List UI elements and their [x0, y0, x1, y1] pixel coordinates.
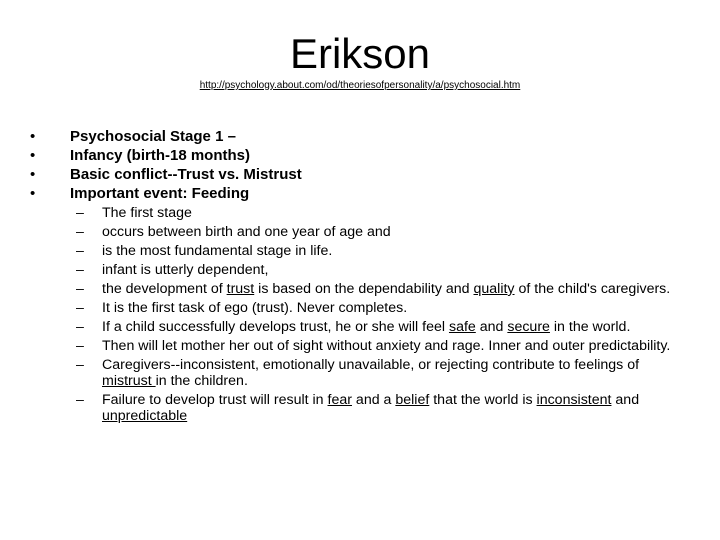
sub-item [72, 262, 684, 278]
sub-item [72, 338, 684, 354]
sub-text: Then will let mother her out of sight without anxiety and rage. Inner and outer predictability. [102, 338, 671, 354]
bullet-text: Important event: Feeding [70, 185, 250, 202]
sub-text-part: of the child's caregivers. [514, 281, 671, 297]
source-link[interactable]: http://psychology.about.com/od/theoriesofpersonality/a/psychosocial.htm [199, 80, 521, 91]
dash-marker: – [76, 281, 84, 297]
bullet-marker: • [30, 147, 36, 164]
underlined-word: secure [507, 319, 550, 335]
sub-text-part: If a child successfully develops trust, he or she will feel [102, 319, 449, 335]
dash-marker: – [76, 338, 84, 354]
sub-text: infant is utterly dependent, [102, 262, 269, 278]
bullet-item [30, 127, 690, 146]
bullet-item [30, 184, 690, 203]
dash-marker: – [76, 319, 84, 335]
sub-item [72, 281, 684, 297]
underlined-word: safe [448, 319, 476, 335]
bullet-marker: • [30, 166, 36, 183]
underlined-word: unpredictable [102, 408, 188, 424]
slide-title: Erikson [289, 30, 431, 77]
sub-text-part: in the children. [155, 373, 248, 389]
sub-text: occurs between birth and one year of age and [102, 224, 391, 240]
sub-item [72, 357, 684, 389]
sub-item [72, 300, 684, 316]
sub-text-part: that the world is [429, 392, 537, 408]
sub-item [72, 243, 684, 259]
sub-text-part: Failure to develop trust will result in [102, 392, 328, 408]
bullet-item [30, 146, 690, 165]
bullet-text: Psychosocial Stage 1 – [70, 128, 236, 145]
sub-text-part: and a [351, 392, 396, 408]
sub-text-part: is based on the dependability and [254, 281, 474, 297]
sub-item [72, 224, 684, 240]
sub-text: is the most fundamental stage in life. [102, 243, 333, 259]
sub-item [72, 319, 684, 335]
sub-text-part: and [611, 392, 640, 408]
dash-marker: – [76, 224, 84, 240]
bullet-item [30, 165, 690, 184]
dash-marker: – [76, 205, 84, 221]
underlined-word: fear [327, 392, 352, 408]
sub-text-part: and [475, 319, 508, 335]
dash-marker: – [76, 357, 84, 373]
sub-bullet-list [72, 205, 684, 427]
bullet-marker: • [30, 185, 36, 202]
sub-text: The first stage [102, 205, 192, 221]
sub-item [72, 392, 684, 424]
bullet-text: Basic conflict--Trust vs. Mistrust [70, 166, 302, 183]
main-bullet-list [30, 127, 690, 203]
underlined-word: quality [473, 281, 515, 297]
sub-item [72, 205, 684, 221]
dash-marker: – [76, 300, 84, 316]
bullet-marker: • [30, 128, 36, 145]
dash-marker: – [76, 392, 84, 408]
underlined-word: trust [226, 281, 255, 297]
dash-marker: – [76, 243, 84, 259]
underlined-word: belief [395, 392, 430, 408]
sub-text: It is the first task of ego (trust). Never completes. [102, 300, 408, 316]
dash-marker: – [76, 262, 84, 278]
bullet-text: Infancy (birth-18 months) [70, 147, 251, 164]
sub-text-part: the development of [102, 281, 227, 297]
underlined-word: mistrust [102, 373, 156, 389]
underlined-word: inconsistent [536, 392, 612, 408]
sub-text-part: in the world. [549, 319, 631, 335]
sub-text-part: Caregivers--inconsistent, emotionally unavailable, or rejecting contribute to feelings of [102, 357, 640, 373]
